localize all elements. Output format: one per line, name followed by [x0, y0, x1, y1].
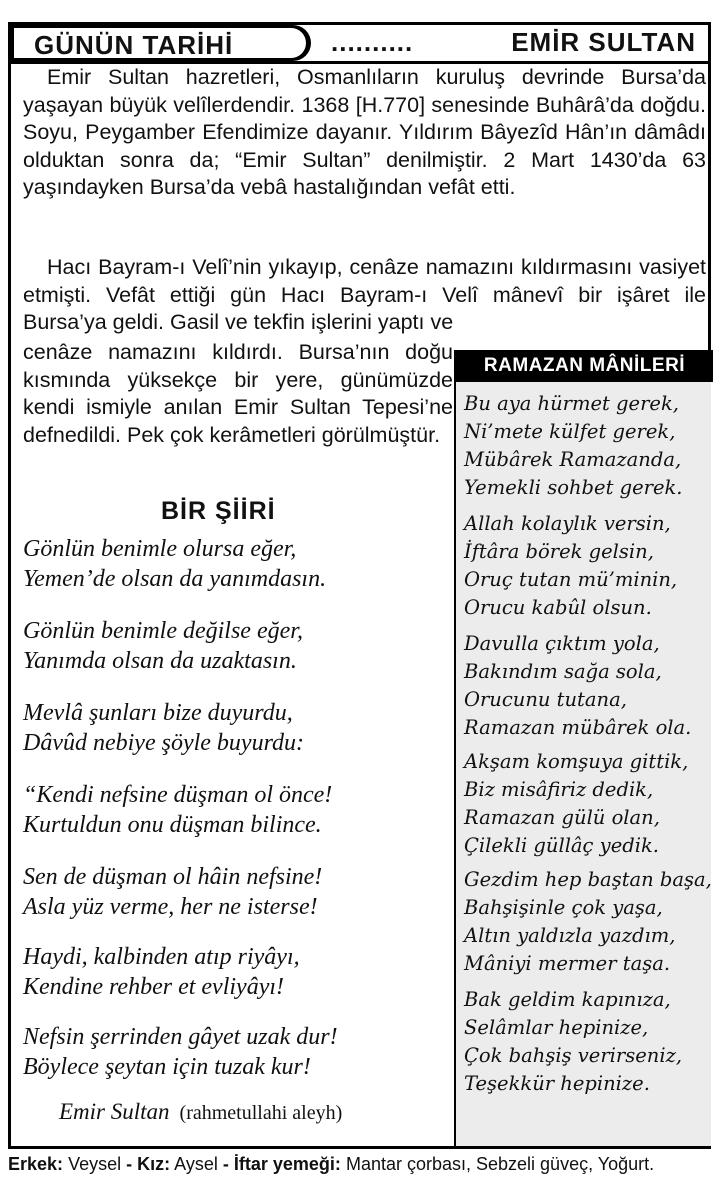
footer-value-male: Veysel — [68, 1154, 122, 1174]
mani-verse — [464, 866, 712, 978]
mani-line: Mübârek Ramazanda, — [464, 448, 682, 471]
article-paragraph-2: Hacı Bayram-ı Velî’nin yıkayıp, cenâze namazını kıldırmasını vasiyet etmişti. Vefât ettiği gün Hacı Bayram-ı Velî mânevî bir işâret ile Bursa’ya geldi. Gasil ve tekfin işlerini yaptı ve — [23, 255, 706, 334]
sidebar-ramazan-manileri — [454, 350, 711, 1146]
mani-line: Ramazan mübârek ola. — [464, 716, 692, 739]
poem-stanza — [23, 942, 453, 1002]
header-dots: .......... — [331, 27, 414, 57]
sidebar-title: RAMAZAN MÂNİLERİ — [456, 350, 713, 382]
poem-line: Haydi, kalbinden atıp riyâyı, — [23, 944, 300, 970]
poem-line: “Kendi nefsine düşman ol önce! — [23, 782, 333, 808]
poem-stanza — [23, 862, 453, 922]
signature-note: (rahmetullahi aleyh) — [179, 1102, 343, 1124]
poem-line: Nefsin şerrinden gâyet uzak dur! — [23, 1024, 338, 1050]
poem-line: Yemen’de olsan da yanımdasın. — [23, 566, 327, 592]
mani-verse — [464, 390, 709, 502]
mani-verse — [464, 986, 709, 1098]
mani-line: Selâmlar hepinize, — [464, 1016, 649, 1039]
poem-signature — [59, 1099, 342, 1125]
footer-value-iftar: Mantar çorbası, Sebzeli güveç, Yoğurt. — [345, 1154, 655, 1174]
article-paragraph-2-continued: cenâze namazını kıldırdı. Bursa’nın doğu kısmında yüksekçe bir yere, günümüzde kendi ismiyle anılan Emir Sultan Tepesi’ne defnedildi. Pek çok kerâmetleri görülmüştür. — [23, 340, 453, 447]
signature-name: Emir Sultan — [59, 1099, 170, 1124]
footer-label-iftar: İftar yemeği: — [233, 1154, 341, 1174]
mani-line: Oruç tutan mü’minin, — [464, 568, 678, 591]
mani-line: Çilekli güllâç yedik. — [464, 834, 659, 857]
poem-line: Yanımda olsan da uzaktasın. — [23, 648, 297, 674]
poem-line: Böylece şeytan için tuzak kur! — [23, 1054, 311, 1080]
header-title-tab — [11, 25, 311, 61]
poem-stanza — [23, 616, 453, 676]
poem-line: Kendine rehber et evliyâyı! — [23, 974, 284, 1000]
mani-line: Ni’mete külfet gerek, — [464, 420, 676, 443]
poem-line: Gönlün benimle değilse eğer, — [23, 618, 303, 644]
mani-line: Bakındım sağa sola, — [464, 660, 662, 683]
mani-line: İftâra börek gelsin, — [464, 540, 654, 563]
poem-line: Gönlün benimle olursa eğer, — [23, 536, 297, 562]
mani-line: Orucu kabûl olsun. — [464, 596, 652, 619]
poem-stanza — [23, 698, 453, 758]
mani-line: Altın yaldızla yazdım, — [464, 924, 676, 947]
poem-line: Mevlâ şunları bize duyurdu, — [23, 700, 293, 726]
poem-title: BİR ŞİİRİ — [161, 497, 276, 525]
poem-stanza — [23, 1022, 453, 1082]
footer-separator: - — [126, 1154, 133, 1174]
mani-verse — [464, 630, 709, 742]
mani-line: Gezdim hep baştan başa, — [464, 868, 712, 891]
mani-verse — [464, 510, 709, 622]
footer-line — [8, 1152, 711, 1176]
mani-line: Orucunu tutana, — [464, 688, 627, 711]
footer-label-male: Erkek: — [8, 1154, 64, 1174]
poem-line: Kurtuldun onu düşman bilince. — [23, 812, 322, 838]
mani-line: Akşam komşuya gittik, — [464, 750, 689, 773]
header-bar — [8, 22, 711, 64]
mani-line: Mâniyi mermer taşa. — [464, 952, 671, 975]
footer-value-female: Aysel — [174, 1154, 218, 1174]
footer-separator: - — [222, 1154, 229, 1174]
mani-verse — [464, 748, 709, 860]
header-title: GÜNÜN TARİHİ — [34, 30, 234, 60]
mani-line: Davulla çıktım yola, — [464, 632, 660, 655]
poem-stanza — [23, 534, 453, 594]
poem-line: Dâvûd nebiye şöyle buyurdu: — [23, 730, 305, 756]
mani-line: Bak geldim kapınıza, — [464, 988, 671, 1011]
footer-label-female: Kız: — [137, 1154, 171, 1174]
article-paragraph-1: Emir Sultan hazretleri, Osmanlıların kuruluş devrinde Bursa’da yaşayan büyük velîlerdendir. 1368 [H.770] senesinde Buhârâ’da doğdu. Soyu, Peygamber Efendimize dayanır. Yıldırım Bâyezîd Hân’ın dâmâdı olduktan sonra da; “Emir Sultan” denilmiştir. 2 Mart 1430’da 63 yaşındayken Bursa’da vebâ hastalığından vefât etti. — [23, 65, 706, 199]
mani-line: Teşekkür hepinize. — [464, 1072, 650, 1095]
mani-line: Ramazan gülü olan, — [464, 806, 660, 829]
mani-line: Allah kolaylık versin, — [464, 512, 671, 535]
poem-stanza — [23, 780, 453, 840]
mani-line: Çok bahşiş verirseniz, — [464, 1044, 683, 1067]
mani-line: Bu aya hürmet gerek, — [464, 392, 679, 415]
mani-line: Biz misâfiriz dedik, — [464, 778, 654, 801]
header-subject: EMİR SULTAN — [511, 27, 696, 57]
mani-line: Bahşişinle çok yaşa, — [464, 896, 663, 919]
poem-line: Asla yüz verme, her ne isterse! — [23, 894, 318, 920]
poem-line: Sen de düşman ol hâin nefsine! — [23, 864, 323, 890]
article-frame — [8, 64, 711, 1149]
mani-line: Yemekli sohbet gerek. — [464, 476, 683, 499]
